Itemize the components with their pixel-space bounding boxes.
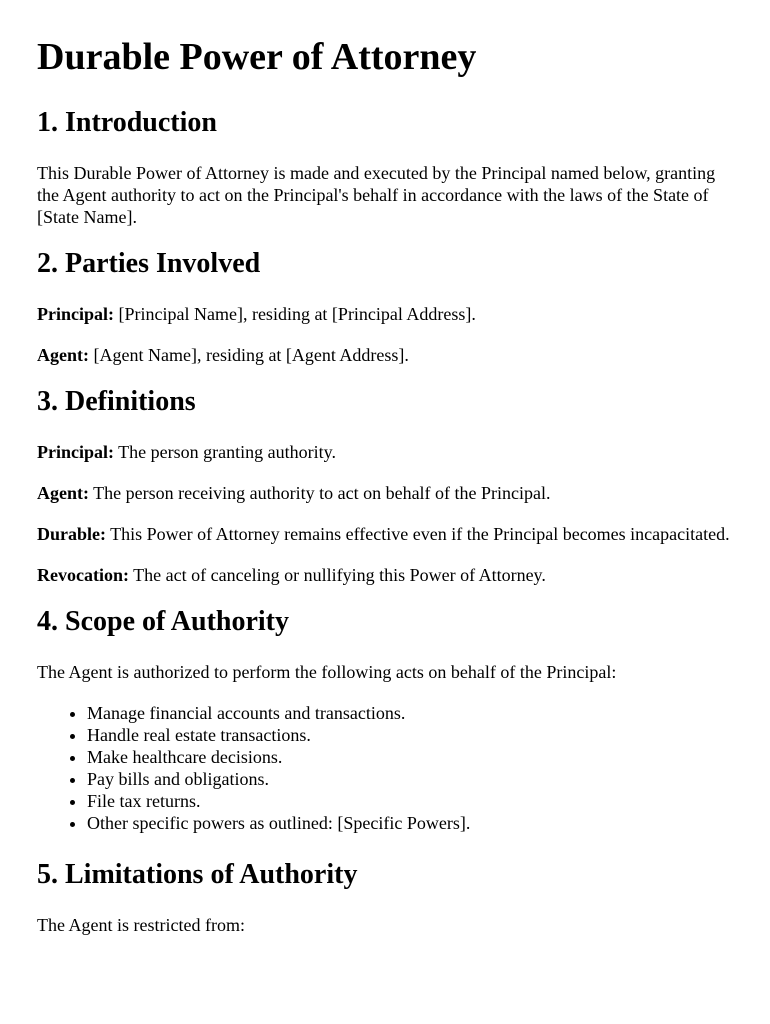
term-label: Agent:	[37, 483, 89, 503]
section-heading: 1. Introduction	[37, 107, 217, 138]
list-item: • Handle real estate transactions.	[87, 724, 734, 746]
term-text: The person receiving authority to act on behalf of the Principal.	[89, 483, 551, 503]
section-heading: 4. Scope of Authority	[37, 606, 289, 637]
section-definitions	[37, 385, 734, 586]
section-heading: 2. Parties Involved	[37, 248, 261, 279]
party-agent	[37, 344, 734, 366]
term-text: This Power of Attorney remains effective even if the Principal becomes incapacitated.	[106, 524, 730, 544]
section-paragraph: The Agent is authorized to perform the following acts on behalf of the Principal:	[37, 662, 617, 682]
section-paragraph: The Agent is restricted from:	[37, 915, 245, 935]
term-label: Agent:	[37, 345, 89, 365]
definition-revocation	[37, 564, 734, 586]
list-item: • Other specific powers as outlined: [Specific Powers].	[87, 812, 734, 834]
term-label: Principal:	[37, 304, 114, 324]
term-text: The act of canceling or nullifying this Power of Attorney.	[128, 565, 546, 585]
list-item: • Pay bills and obligations.	[87, 768, 734, 790]
section-scope-of-authority	[37, 605, 734, 834]
list-item: • File tax returns.	[87, 790, 734, 812]
definition-durable	[37, 523, 734, 545]
term-label: Principal:	[37, 442, 114, 462]
section-parties-involved	[37, 247, 734, 366]
term-label: Revocation:	[37, 565, 129, 585]
list-item: • Make healthcare decisions.	[87, 746, 734, 768]
document-title: Durable Power of Attorney	[37, 36, 477, 78]
section-introduction	[37, 106, 734, 228]
definition-agent	[37, 482, 734, 504]
section-heading: 5. Limitations of Authority	[37, 859, 358, 890]
term-text: The person granting authority.	[114, 442, 336, 462]
authority-list	[37, 702, 734, 834]
term-label: Durable:	[37, 524, 106, 544]
term-text: [Agent Name], residing at [Agent Address].	[89, 345, 409, 365]
definition-principal	[37, 441, 734, 463]
section-limitations-of-authority	[37, 858, 734, 936]
term-text: [Principal Name], residing at [Principal Address].	[114, 304, 476, 324]
section-paragraph: This Durable Power of Attorney is made and executed by the Principal named below, granting the Agent authority to act on the Principal's behalf in accordance with the laws of the State of [State Name].	[37, 163, 716, 227]
party-principal	[37, 303, 734, 325]
section-heading: 3. Definitions	[37, 386, 196, 417]
list-item: • Manage financial accounts and transactions.	[87, 702, 734, 724]
